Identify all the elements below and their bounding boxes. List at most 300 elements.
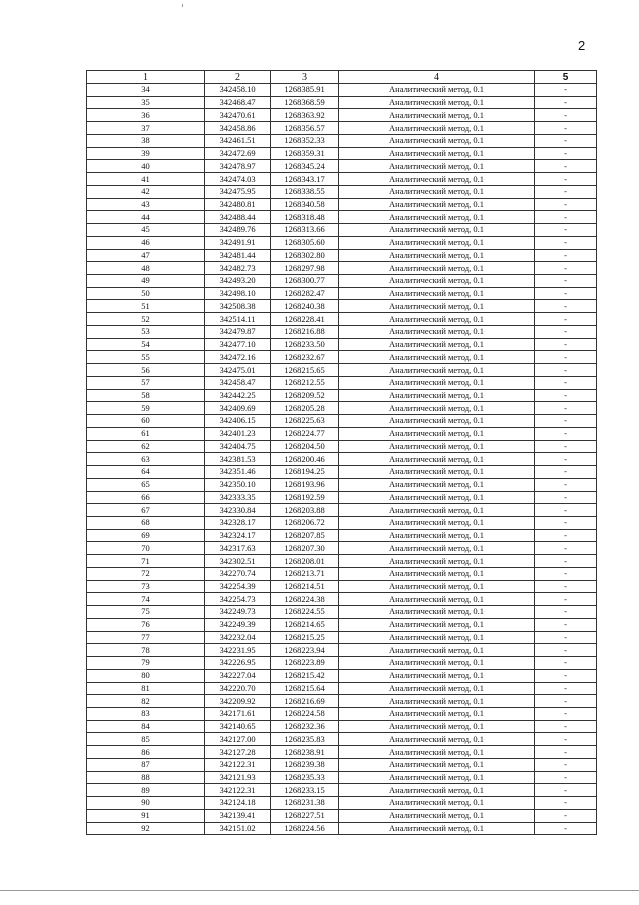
table-row xyxy=(87,160,597,173)
cell-method-accuracy: Аналитический метод, 0.1 xyxy=(339,567,535,580)
table-row xyxy=(87,440,597,453)
cell-method-accuracy: Аналитический метод, 0.1 xyxy=(339,491,535,504)
cell-point-number: 50 xyxy=(87,287,205,300)
table-row xyxy=(87,580,597,593)
cell-point-number: 66 xyxy=(87,491,205,504)
cell-coord-y: 1268205.28 xyxy=(271,402,339,415)
cell-method-accuracy: Аналитический метод, 0.1 xyxy=(339,134,535,147)
cell-coord-y: 1268239.38 xyxy=(271,758,339,771)
table-row xyxy=(87,147,597,160)
cell-point-number: 78 xyxy=(87,644,205,657)
cell-note: - xyxy=(535,427,597,440)
cell-point-number: 54 xyxy=(87,338,205,351)
table-row xyxy=(87,364,597,377)
cell-note: - xyxy=(535,160,597,173)
cell-point-number: 92 xyxy=(87,822,205,835)
cell-point-number: 77 xyxy=(87,631,205,644)
cell-coord-y: 1268233.15 xyxy=(271,784,339,797)
cell-coord-y: 1268213.71 xyxy=(271,567,339,580)
cell-coord-y: 1268356.57 xyxy=(271,122,339,135)
cell-coord-x: 342474.03 xyxy=(205,173,271,186)
cell-point-number: 87 xyxy=(87,758,205,771)
cell-coord-y: 1268228.41 xyxy=(271,313,339,326)
cell-note: - xyxy=(535,504,597,517)
cell-coord-y: 1268192.59 xyxy=(271,491,339,504)
cell-coord-y: 1268232.67 xyxy=(271,351,339,364)
cell-coord-x: 342220.70 xyxy=(205,682,271,695)
table-row xyxy=(87,389,597,402)
cell-coord-x: 342140.65 xyxy=(205,720,271,733)
table-row xyxy=(87,644,597,657)
cell-point-number: 68 xyxy=(87,516,205,529)
cell-point-number: 53 xyxy=(87,325,205,338)
cell-point-number: 61 xyxy=(87,427,205,440)
cell-note: - xyxy=(535,707,597,720)
cell-coord-x: 342498.10 xyxy=(205,287,271,300)
table-row xyxy=(87,249,597,262)
cell-point-number: 88 xyxy=(87,771,205,784)
cell-note: - xyxy=(535,580,597,593)
cell-coord-x: 342151.02 xyxy=(205,822,271,835)
table-row xyxy=(87,185,597,198)
table-row xyxy=(87,478,597,491)
cell-method-accuracy: Аналитический метод, 0.1 xyxy=(339,478,535,491)
cell-point-number: 38 xyxy=(87,134,205,147)
cell-coord-x: 342475.95 xyxy=(205,185,271,198)
cell-method-accuracy: Аналитический метод, 0.1 xyxy=(339,147,535,160)
cell-coord-x: 342475.01 xyxy=(205,364,271,377)
cell-method-accuracy: Аналитический метод, 0.1 xyxy=(339,427,535,440)
cell-coord-y: 1268214.65 xyxy=(271,618,339,631)
cell-coord-y: 1268231.38 xyxy=(271,797,339,810)
table-row xyxy=(87,453,597,466)
cell-method-accuracy: Аналитический метод, 0.1 xyxy=(339,402,535,415)
cell-note: - xyxy=(535,567,597,580)
cell-method-accuracy: Аналитический метод, 0.1 xyxy=(339,529,535,542)
cell-note: - xyxy=(535,313,597,326)
cell-note: - xyxy=(535,529,597,542)
coordinates-table xyxy=(86,70,597,835)
cell-method-accuracy: Аналитический метод, 0.1 xyxy=(339,593,535,606)
table-row xyxy=(87,606,597,619)
cell-note: - xyxy=(535,593,597,606)
cell-coord-x: 342227.04 xyxy=(205,669,271,682)
table-row xyxy=(87,338,597,351)
table-row xyxy=(87,236,597,249)
cell-method-accuracy: Аналитический метод, 0.1 xyxy=(339,631,535,644)
cell-coord-y: 1268313.66 xyxy=(271,224,339,237)
cell-coord-y: 1268224.77 xyxy=(271,427,339,440)
cell-coord-y: 1268345.24 xyxy=(271,160,339,173)
cell-coord-y: 1268343.17 xyxy=(271,173,339,186)
cell-coord-x: 342470.61 xyxy=(205,109,271,122)
table-row xyxy=(87,669,597,682)
table-row xyxy=(87,720,597,733)
cell-point-number: 55 xyxy=(87,351,205,364)
cell-coord-x: 342458.47 xyxy=(205,376,271,389)
cell-note: - xyxy=(535,211,597,224)
cell-coord-x: 342482.73 xyxy=(205,262,271,275)
cell-coord-x: 342171.61 xyxy=(205,707,271,720)
cell-point-number: 51 xyxy=(87,300,205,313)
cell-note: - xyxy=(535,275,597,288)
cell-coord-y: 1268215.42 xyxy=(271,669,339,682)
cell-note: - xyxy=(535,606,597,619)
cell-point-number: 85 xyxy=(87,733,205,746)
cell-coord-x: 342458.86 xyxy=(205,122,271,135)
cell-coord-y: 1268216.88 xyxy=(271,325,339,338)
cell-coord-x: 342127.28 xyxy=(205,746,271,759)
table-row xyxy=(87,631,597,644)
table-row xyxy=(87,707,597,720)
cell-coord-y: 1268224.58 xyxy=(271,707,339,720)
table-row xyxy=(87,771,597,784)
cell-method-accuracy: Аналитический метод, 0.1 xyxy=(339,466,535,479)
cell-method-accuracy: Аналитический метод, 0.1 xyxy=(339,287,535,300)
cell-note: - xyxy=(535,516,597,529)
cell-method-accuracy: Аналитический метод, 0.1 xyxy=(339,300,535,313)
cell-coord-x: 342514.11 xyxy=(205,313,271,326)
cell-coord-y: 1268209.52 xyxy=(271,389,339,402)
table-row xyxy=(87,313,597,326)
cell-point-number: 89 xyxy=(87,784,205,797)
cell-note: - xyxy=(535,198,597,211)
cell-method-accuracy: Аналитический метод, 0.1 xyxy=(339,504,535,517)
table-row xyxy=(87,84,597,97)
table-header-row xyxy=(87,71,597,84)
cell-coord-x: 342139.41 xyxy=(205,809,271,822)
cell-coord-y: 1268282.47 xyxy=(271,287,339,300)
cell-method-accuracy: Аналитический метод, 0.1 xyxy=(339,122,535,135)
cell-coord-y: 1268224.38 xyxy=(271,593,339,606)
cell-coord-y: 1268340.58 xyxy=(271,198,339,211)
cell-coord-y: 1268240.38 xyxy=(271,300,339,313)
cell-coord-y: 1268223.89 xyxy=(271,657,339,670)
cell-coord-y: 1268233.50 xyxy=(271,338,339,351)
page-number: 2 xyxy=(578,38,586,53)
cell-method-accuracy: Аналитический метод, 0.1 xyxy=(339,236,535,249)
cell-coord-x: 342249.39 xyxy=(205,618,271,631)
header-col-2: 2 xyxy=(205,71,271,84)
header-col-5: 5 xyxy=(535,71,597,84)
cell-method-accuracy: Аналитический метод, 0.1 xyxy=(339,338,535,351)
header-col-4: 4 xyxy=(339,71,535,84)
cell-method-accuracy: Аналитический метод, 0.1 xyxy=(339,797,535,810)
cell-point-number: 71 xyxy=(87,555,205,568)
cell-coord-x: 342472.16 xyxy=(205,351,271,364)
table-row xyxy=(87,733,597,746)
cell-coord-y: 1268238.91 xyxy=(271,746,339,759)
cell-point-number: 48 xyxy=(87,262,205,275)
cell-coord-x: 342479.87 xyxy=(205,325,271,338)
table-row xyxy=(87,516,597,529)
cell-coord-x: 342493.20 xyxy=(205,275,271,288)
cell-method-accuracy: Аналитический метод, 0.1 xyxy=(339,580,535,593)
table-row xyxy=(87,173,597,186)
cell-note: - xyxy=(535,453,597,466)
table-row xyxy=(87,402,597,415)
cell-note: - xyxy=(535,224,597,237)
cell-method-accuracy: Аналитический метод, 0.1 xyxy=(339,351,535,364)
cell-point-number: 62 xyxy=(87,440,205,453)
bottom-border-line xyxy=(0,890,639,891)
cell-coord-x: 342472.69 xyxy=(205,147,271,160)
cell-coord-y: 1268232.36 xyxy=(271,720,339,733)
cell-coord-x: 342381.53 xyxy=(205,453,271,466)
cell-note: - xyxy=(535,746,597,759)
cell-note: - xyxy=(535,249,597,262)
cell-coord-x: 342481.44 xyxy=(205,249,271,262)
cell-coord-y: 1268363.92 xyxy=(271,109,339,122)
cell-method-accuracy: Аналитический метод, 0.1 xyxy=(339,542,535,555)
cell-point-number: 42 xyxy=(87,185,205,198)
table-row xyxy=(87,415,597,428)
header-col-3: 3 xyxy=(271,71,339,84)
cell-method-accuracy: Аналитический метод, 0.1 xyxy=(339,695,535,708)
cell-point-number: 49 xyxy=(87,275,205,288)
cell-method-accuracy: Аналитический метод, 0.1 xyxy=(339,771,535,784)
cell-coord-x: 342232.04 xyxy=(205,631,271,644)
cell-coord-y: 1268352.33 xyxy=(271,134,339,147)
cell-coord-y: 1268208.01 xyxy=(271,555,339,568)
table-row xyxy=(87,262,597,275)
cell-point-number: 43 xyxy=(87,198,205,211)
cell-method-accuracy: Аналитический метод, 0.1 xyxy=(339,555,535,568)
cell-coord-x: 342508.38 xyxy=(205,300,271,313)
table-row xyxy=(87,758,597,771)
cell-coord-x: 342491.91 xyxy=(205,236,271,249)
cell-coord-y: 1268215.25 xyxy=(271,631,339,644)
cell-note: - xyxy=(535,415,597,428)
cell-point-number: 57 xyxy=(87,376,205,389)
table-row xyxy=(87,466,597,479)
table-row xyxy=(87,96,597,109)
cell-point-number: 67 xyxy=(87,504,205,517)
cell-note: - xyxy=(535,657,597,670)
cell-coord-x: 342328.17 xyxy=(205,516,271,529)
cell-method-accuracy: Аналитический метод, 0.1 xyxy=(339,376,535,389)
cell-note: - xyxy=(535,287,597,300)
cell-coord-y: 1268235.33 xyxy=(271,771,339,784)
table-row xyxy=(87,555,597,568)
cell-coord-x: 342270.74 xyxy=(205,567,271,580)
cell-point-number: 37 xyxy=(87,122,205,135)
table-row xyxy=(87,542,597,555)
cell-coord-y: 1268305.60 xyxy=(271,236,339,249)
cell-coord-x: 342333.35 xyxy=(205,491,271,504)
cell-method-accuracy: Аналитический метод, 0.1 xyxy=(339,389,535,402)
cell-method-accuracy: Аналитический метод, 0.1 xyxy=(339,185,535,198)
cell-method-accuracy: Аналитический метод, 0.1 xyxy=(339,669,535,682)
cell-method-accuracy: Аналитический метод, 0.1 xyxy=(339,784,535,797)
cell-coord-y: 1268385.91 xyxy=(271,84,339,97)
cell-method-accuracy: Аналитический метод, 0.1 xyxy=(339,657,535,670)
cell-method-accuracy: Аналитический метод, 0.1 xyxy=(339,325,535,338)
cell-note: - xyxy=(535,758,597,771)
cell-note: - xyxy=(535,325,597,338)
table-row xyxy=(87,287,597,300)
table-row xyxy=(87,809,597,822)
cell-method-accuracy: Аналитический метод, 0.1 xyxy=(339,109,535,122)
cell-point-number: 58 xyxy=(87,389,205,402)
cell-method-accuracy: Аналитический метод, 0.1 xyxy=(339,415,535,428)
table-row xyxy=(87,427,597,440)
cell-note: - xyxy=(535,809,597,822)
cell-point-number: 82 xyxy=(87,695,205,708)
cell-note: - xyxy=(535,682,597,695)
table-row xyxy=(87,682,597,695)
cell-coord-x: 342121.93 xyxy=(205,771,271,784)
cell-coord-y: 1268227.51 xyxy=(271,809,339,822)
table-row xyxy=(87,325,597,338)
cell-note: - xyxy=(535,644,597,657)
cell-method-accuracy: Аналитический метод, 0.1 xyxy=(339,173,535,186)
cell-note: - xyxy=(535,389,597,402)
cell-method-accuracy: Аналитический метод, 0.1 xyxy=(339,453,535,466)
cell-coord-y: 1268207.30 xyxy=(271,542,339,555)
cell-coord-y: 1268297.98 xyxy=(271,262,339,275)
cell-coord-y: 1268206.72 xyxy=(271,516,339,529)
cell-point-number: 80 xyxy=(87,669,205,682)
table-row xyxy=(87,618,597,631)
cell-point-number: 76 xyxy=(87,618,205,631)
cell-coord-x: 342478.97 xyxy=(205,160,271,173)
cell-coord-x: 342324.17 xyxy=(205,529,271,542)
cell-note: - xyxy=(535,351,597,364)
cell-point-number: 63 xyxy=(87,453,205,466)
cell-coord-y: 1268223.94 xyxy=(271,644,339,657)
cell-note: - xyxy=(535,185,597,198)
cell-coord-y: 1268214.51 xyxy=(271,580,339,593)
cell-coord-x: 342122.31 xyxy=(205,758,271,771)
cell-note: - xyxy=(535,96,597,109)
cell-coord-x: 342124.18 xyxy=(205,797,271,810)
cell-coord-y: 1268207.85 xyxy=(271,529,339,542)
cell-point-number: 81 xyxy=(87,682,205,695)
table-row xyxy=(87,567,597,580)
cell-point-number: 74 xyxy=(87,593,205,606)
table-row xyxy=(87,134,597,147)
cell-coord-x: 342401.23 xyxy=(205,427,271,440)
cell-point-number: 35 xyxy=(87,96,205,109)
cell-method-accuracy: Аналитический метод, 0.1 xyxy=(339,720,535,733)
cell-method-accuracy: Аналитический метод, 0.1 xyxy=(339,707,535,720)
cell-coord-y: 1268203.88 xyxy=(271,504,339,517)
cell-note: - xyxy=(535,173,597,186)
cell-point-number: 75 xyxy=(87,606,205,619)
cell-note: - xyxy=(535,631,597,644)
cell-note: - xyxy=(535,491,597,504)
cell-note: - xyxy=(535,669,597,682)
table-row xyxy=(87,746,597,759)
table-row xyxy=(87,593,597,606)
cell-point-number: 91 xyxy=(87,809,205,822)
cell-point-number: 79 xyxy=(87,657,205,670)
table-row xyxy=(87,109,597,122)
header-col-1: 1 xyxy=(87,71,205,84)
cell-note: - xyxy=(535,542,597,555)
cell-note: - xyxy=(535,784,597,797)
scan-mark xyxy=(182,4,183,7)
cell-coord-y: 1268215.65 xyxy=(271,364,339,377)
cell-coord-y: 1268359.31 xyxy=(271,147,339,160)
cell-method-accuracy: Аналитический метод, 0.1 xyxy=(339,822,535,835)
cell-method-accuracy: Аналитический метод, 0.1 xyxy=(339,262,535,275)
cell-method-accuracy: Аналитический метод, 0.1 xyxy=(339,440,535,453)
cell-note: - xyxy=(535,147,597,160)
cell-coord-x: 342330.84 xyxy=(205,504,271,517)
cell-coord-x: 342468.47 xyxy=(205,96,271,109)
cell-coord-x: 342254.73 xyxy=(205,593,271,606)
cell-method-accuracy: Аналитический метод, 0.1 xyxy=(339,733,535,746)
cell-coord-y: 1268212.55 xyxy=(271,376,339,389)
cell-method-accuracy: Аналитический метод, 0.1 xyxy=(339,746,535,759)
cell-point-number: 45 xyxy=(87,224,205,237)
table-row xyxy=(87,211,597,224)
cell-coord-x: 342209.92 xyxy=(205,695,271,708)
cell-coord-x: 342226.95 xyxy=(205,657,271,670)
table-row xyxy=(87,784,597,797)
table-row xyxy=(87,198,597,211)
cell-coord-x: 342458.10 xyxy=(205,84,271,97)
cell-note: - xyxy=(535,376,597,389)
cell-note: - xyxy=(535,122,597,135)
cell-coord-x: 342249.73 xyxy=(205,606,271,619)
cell-method-accuracy: Аналитический метод, 0.1 xyxy=(339,682,535,695)
table-row xyxy=(87,376,597,389)
cell-coord-x: 342461.51 xyxy=(205,134,271,147)
cell-point-number: 64 xyxy=(87,466,205,479)
cell-method-accuracy: Аналитический метод, 0.1 xyxy=(339,198,535,211)
cell-coord-x: 342350.10 xyxy=(205,478,271,491)
cell-coord-x: 342480.81 xyxy=(205,198,271,211)
cell-coord-y: 1268368.59 xyxy=(271,96,339,109)
table-row xyxy=(87,504,597,517)
cell-point-number: 72 xyxy=(87,567,205,580)
cell-coord-y: 1268338.55 xyxy=(271,185,339,198)
cell-note: - xyxy=(535,338,597,351)
cell-coord-y: 1268200.46 xyxy=(271,453,339,466)
cell-coord-x: 342409.69 xyxy=(205,402,271,415)
cell-coord-y: 1268302.80 xyxy=(271,249,339,262)
table-row xyxy=(87,657,597,670)
cell-coord-y: 1268225.63 xyxy=(271,415,339,428)
cell-coord-x: 342231.95 xyxy=(205,644,271,657)
cell-method-accuracy: Аналитический метод, 0.1 xyxy=(339,618,535,631)
cell-note: - xyxy=(535,109,597,122)
cell-method-accuracy: Аналитический метод, 0.1 xyxy=(339,313,535,326)
cell-coord-y: 1268216.69 xyxy=(271,695,339,708)
cell-point-number: 44 xyxy=(87,211,205,224)
cell-coord-x: 342489.76 xyxy=(205,224,271,237)
cell-point-number: 41 xyxy=(87,173,205,186)
cell-coord-x: 342302.51 xyxy=(205,555,271,568)
cell-point-number: 47 xyxy=(87,249,205,262)
cell-note: - xyxy=(535,300,597,313)
cell-coord-x: 342127.00 xyxy=(205,733,271,746)
cell-method-accuracy: Аналитический метод, 0.1 xyxy=(339,249,535,262)
cell-coord-x: 342442.25 xyxy=(205,389,271,402)
table-row xyxy=(87,529,597,542)
cell-coord-x: 342122.31 xyxy=(205,784,271,797)
cell-coord-x: 342254.39 xyxy=(205,580,271,593)
cell-note: - xyxy=(535,771,597,784)
cell-point-number: 69 xyxy=(87,529,205,542)
cell-point-number: 84 xyxy=(87,720,205,733)
cell-point-number: 56 xyxy=(87,364,205,377)
cell-method-accuracy: Аналитический метод, 0.1 xyxy=(339,758,535,771)
cell-method-accuracy: Аналитический метод, 0.1 xyxy=(339,224,535,237)
